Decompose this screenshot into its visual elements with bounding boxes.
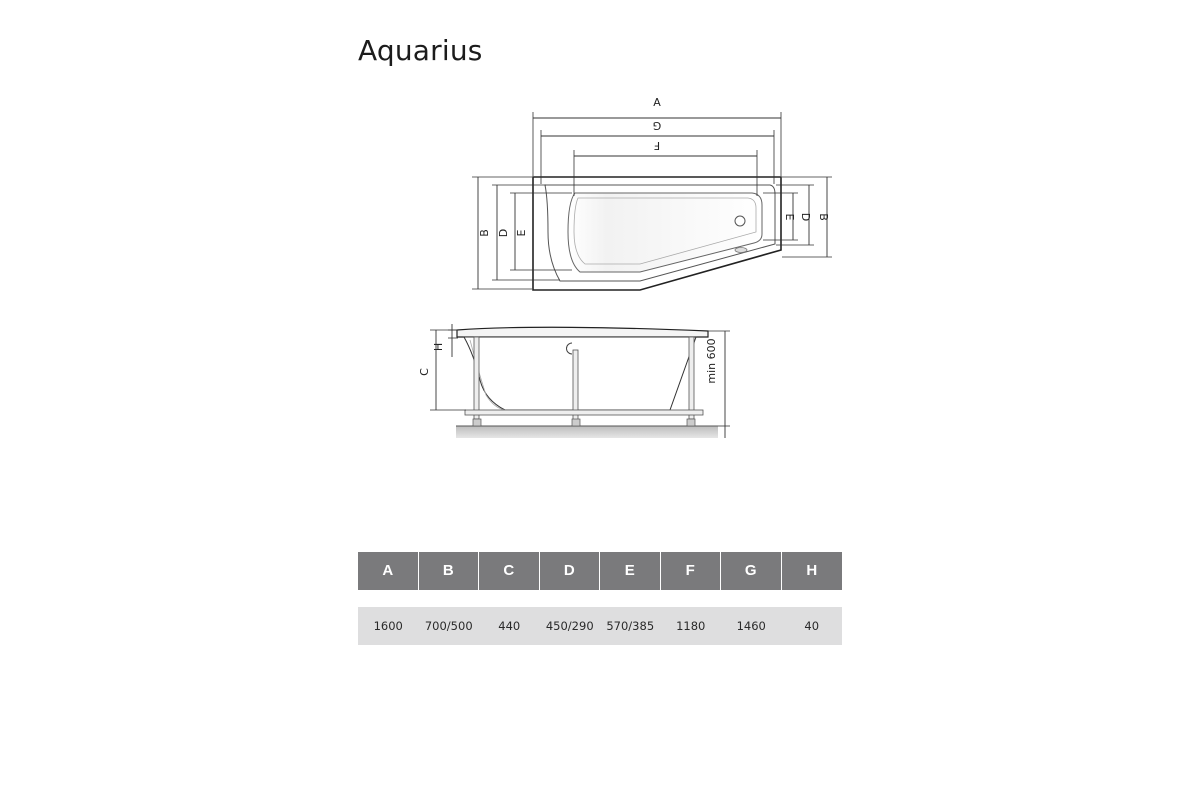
label-e-right: E bbox=[783, 213, 796, 221]
label-d-right: D bbox=[799, 212, 812, 222]
table-row bbox=[358, 607, 842, 645]
table-header-cell: F bbox=[661, 552, 722, 590]
dimensions-table bbox=[358, 552, 842, 645]
table-header-cell: B bbox=[419, 552, 480, 590]
table-value-cell: 1180 bbox=[661, 607, 722, 645]
label-h: H bbox=[432, 342, 445, 352]
table-value-cell: 1460 bbox=[721, 607, 782, 645]
label-b-right: B bbox=[817, 213, 830, 221]
label-g: G bbox=[652, 119, 662, 132]
page-title: Aquarius bbox=[358, 34, 483, 67]
table-header-cell: E bbox=[600, 552, 661, 590]
label-min-600: min 600 bbox=[705, 338, 718, 384]
table-header-cell: G bbox=[721, 552, 782, 590]
label-d-left: D bbox=[497, 228, 510, 238]
label-f: F bbox=[653, 139, 661, 152]
table-value-cell: 450/290 bbox=[540, 607, 601, 645]
table-value-cell: 440 bbox=[479, 607, 540, 645]
table-header-cell: A bbox=[358, 552, 419, 590]
overflow-icon bbox=[735, 248, 747, 253]
label-b-left: B bbox=[478, 229, 491, 237]
tub-body-side bbox=[464, 337, 696, 410]
table-value-cell: 700/500 bbox=[419, 607, 480, 645]
tub-rim-side bbox=[457, 327, 708, 337]
drain-icon bbox=[735, 216, 745, 226]
side-view bbox=[418, 324, 730, 438]
floor bbox=[456, 426, 718, 438]
table-value-cell: 40 bbox=[782, 607, 843, 645]
table-header-row bbox=[358, 552, 842, 590]
label-c: C bbox=[418, 368, 431, 376]
table-header-cell: C bbox=[479, 552, 540, 590]
top-view bbox=[472, 96, 832, 290]
label-e-left: E bbox=[515, 229, 528, 237]
label-a: A bbox=[653, 96, 661, 109]
table-value-cell: 1600 bbox=[358, 607, 419, 645]
table-header-cell: H bbox=[782, 552, 843, 590]
table-value-cell: 570/385 bbox=[600, 607, 661, 645]
table-header-cell: D bbox=[540, 552, 601, 590]
